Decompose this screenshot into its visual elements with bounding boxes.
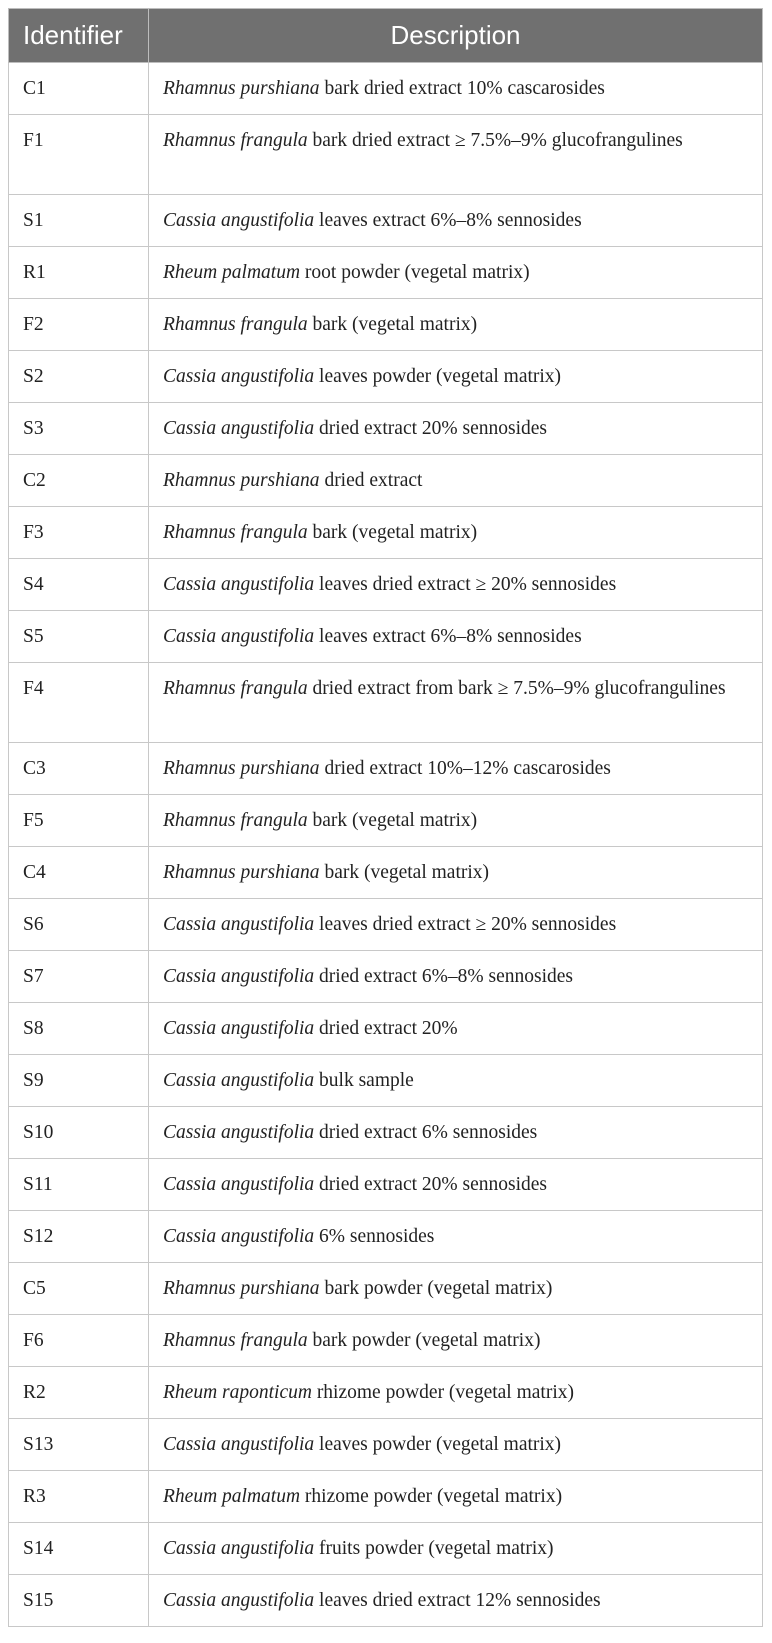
species-name: Rhamnus purshiana (163, 78, 320, 99)
description-text: bark powder (vegetal matrix) (307, 1330, 541, 1351)
cell-description (149, 951, 763, 1003)
cell-description (149, 403, 763, 455)
description-text: bark (vegetal matrix) (307, 314, 478, 335)
table-row (9, 1107, 763, 1159)
table-row (9, 1367, 763, 1419)
cell-identifier: C4 (9, 847, 149, 899)
table-row (9, 1003, 763, 1055)
cell-identifier: F6 (9, 1315, 149, 1367)
description-text: bark dried extract 10% cascarosides (319, 78, 605, 99)
table-row (9, 1315, 763, 1367)
cell-identifier: S1 (9, 195, 149, 247)
species-name: Rhamnus frangula (163, 314, 308, 335)
cell-description (149, 663, 763, 743)
cell-identifier: S8 (9, 1003, 149, 1055)
species-name: Rheum palmatum (163, 1486, 301, 1507)
description-text: leaves dried extract 12% sennosides (314, 1590, 601, 1611)
samples-table (8, 8, 763, 1627)
species-name: Rhamnus purshiana (163, 862, 320, 883)
description-text: leaves dried extract ≥ 20% sennosides (314, 914, 617, 935)
cell-description (149, 1419, 763, 1471)
description-text: rhizome powder (vegetal matrix) (311, 1382, 574, 1403)
description-text: dried extract 20% sennosides (314, 1174, 548, 1195)
cell-description (149, 1003, 763, 1055)
table-row (9, 951, 763, 1003)
species-name: Rhamnus frangula (163, 522, 308, 543)
description-text: dried extract 20% (314, 1018, 458, 1039)
cell-description (149, 1263, 763, 1315)
table-row (9, 1575, 763, 1627)
description-text: bark (vegetal matrix) (319, 862, 490, 883)
table-row (9, 351, 763, 403)
description-text: bark (vegetal matrix) (307, 522, 478, 543)
table-row (9, 611, 763, 663)
cell-identifier: S14 (9, 1523, 149, 1575)
table-row (9, 1055, 763, 1107)
cell-description (149, 1315, 763, 1367)
cell-description (149, 899, 763, 951)
species-name: Rhamnus frangula (163, 1330, 308, 1351)
table-row (9, 63, 763, 115)
cell-identifier: S4 (9, 559, 149, 611)
description-text: bulk sample (314, 1070, 414, 1091)
cell-identifier: C5 (9, 1263, 149, 1315)
species-name: Cassia angustifolia (163, 1590, 315, 1611)
cell-identifier: S10 (9, 1107, 149, 1159)
description-text: leaves powder (vegetal matrix) (314, 1434, 562, 1455)
table-row (9, 455, 763, 507)
species-name: Cassia angustifolia (163, 1174, 315, 1195)
table-header (9, 9, 763, 63)
table-body (9, 63, 763, 1627)
cell-description (149, 847, 763, 899)
species-name: Cassia angustifolia (163, 1122, 315, 1143)
table-row (9, 247, 763, 299)
cell-description (149, 1575, 763, 1627)
header-identifier: Identifier (9, 9, 149, 63)
header-description: Description (149, 9, 763, 63)
cell-description (149, 743, 763, 795)
cell-identifier: F1 (9, 115, 149, 195)
header-row (9, 9, 763, 63)
table-row (9, 1523, 763, 1575)
description-text: leaves extract 6%–8% sennosides (314, 210, 582, 231)
cell-description (149, 299, 763, 351)
cell-description (149, 247, 763, 299)
cell-identifier: S9 (9, 1055, 149, 1107)
description-text: dried extract 20% sennosides (314, 418, 548, 439)
cell-identifier: S2 (9, 351, 149, 403)
description-text: bark powder (vegetal matrix) (319, 1278, 553, 1299)
species-name: Cassia angustifolia (163, 574, 315, 595)
cell-description (149, 63, 763, 115)
species-name: Cassia angustifolia (163, 1226, 315, 1247)
description-text: rhizome powder (vegetal matrix) (300, 1486, 563, 1507)
species-name: Rhamnus purshiana (163, 470, 320, 491)
description-text: 6% sennosides (314, 1226, 435, 1247)
species-name: Rhamnus purshiana (163, 758, 320, 779)
species-name: Rheum raponticum (163, 1382, 312, 1403)
table-row (9, 195, 763, 247)
species-name: Rhamnus frangula (163, 130, 308, 151)
description-text: bark dried extract ≥ 7.5%–9% glucofrangulines (307, 130, 683, 151)
species-name: Rhamnus purshiana (163, 1278, 320, 1299)
description-text: dried extract from bark ≥ 7.5%–9% glucofrangulines (307, 678, 726, 699)
table-row (9, 1159, 763, 1211)
description-text: dried extract 10%–12% cascarosides (319, 758, 611, 779)
species-name: Cassia angustifolia (163, 626, 315, 647)
cell-identifier: R3 (9, 1471, 149, 1523)
species-name: Rheum palmatum (163, 262, 301, 283)
cell-description (149, 351, 763, 403)
description-text: leaves extract 6%–8% sennosides (314, 626, 582, 647)
species-name: Rhamnus frangula (163, 678, 308, 699)
table-row (9, 743, 763, 795)
cell-identifier: S6 (9, 899, 149, 951)
species-name: Cassia angustifolia (163, 914, 315, 935)
cell-description (149, 195, 763, 247)
description-text: dried extract 6% sennosides (314, 1122, 538, 1143)
table-row (9, 559, 763, 611)
species-name: Cassia angustifolia (163, 418, 315, 439)
cell-identifier: F2 (9, 299, 149, 351)
table-row (9, 507, 763, 559)
cell-identifier: C2 (9, 455, 149, 507)
species-name: Rhamnus frangula (163, 810, 308, 831)
description-text: dried extract 6%–8% sennosides (314, 966, 573, 987)
cell-identifier: C3 (9, 743, 149, 795)
cell-identifier: S7 (9, 951, 149, 1003)
table-row (9, 795, 763, 847)
cell-identifier: R2 (9, 1367, 149, 1419)
cell-identifier: S15 (9, 1575, 149, 1627)
description-text: fruits powder (vegetal matrix) (314, 1538, 554, 1559)
cell-identifier: S11 (9, 1159, 149, 1211)
cell-description (149, 507, 763, 559)
table-row (9, 1211, 763, 1263)
table-row (9, 1263, 763, 1315)
description-text: root powder (vegetal matrix) (300, 262, 530, 283)
cell-description (149, 1107, 763, 1159)
description-text: leaves powder (vegetal matrix) (314, 366, 562, 387)
cell-identifier: S3 (9, 403, 149, 455)
description-text: leaves dried extract ≥ 20% sennosides (314, 574, 617, 595)
species-name: Cassia angustifolia (163, 1070, 315, 1091)
cell-description (149, 455, 763, 507)
cell-description (149, 1211, 763, 1263)
cell-identifier: F5 (9, 795, 149, 847)
cell-description (149, 795, 763, 847)
cell-description (149, 611, 763, 663)
cell-description (149, 1471, 763, 1523)
cell-description (149, 1055, 763, 1107)
table-row (9, 1471, 763, 1523)
cell-description (149, 1367, 763, 1419)
species-name: Cassia angustifolia (163, 210, 315, 231)
cell-description (149, 115, 763, 195)
description-text: dried extract (319, 470, 423, 491)
cell-identifier: R1 (9, 247, 149, 299)
table-row (9, 663, 763, 743)
table-row (9, 403, 763, 455)
cell-description (149, 559, 763, 611)
species-name: Cassia angustifolia (163, 1538, 315, 1559)
description-text: bark (vegetal matrix) (307, 810, 478, 831)
table-row (9, 299, 763, 351)
species-name: Cassia angustifolia (163, 366, 315, 387)
cell-identifier: S5 (9, 611, 149, 663)
cell-description (149, 1523, 763, 1575)
species-name: Cassia angustifolia (163, 1018, 315, 1039)
table-row (9, 1419, 763, 1471)
cell-identifier: F4 (9, 663, 149, 743)
table-row (9, 899, 763, 951)
table-row (9, 847, 763, 899)
cell-description (149, 1159, 763, 1211)
table-row (9, 115, 763, 195)
cell-identifier: C1 (9, 63, 149, 115)
species-name: Cassia angustifolia (163, 966, 315, 987)
cell-identifier: S13 (9, 1419, 149, 1471)
samples-table-container (8, 8, 763, 1627)
cell-identifier: F3 (9, 507, 149, 559)
cell-identifier: S12 (9, 1211, 149, 1263)
species-name: Cassia angustifolia (163, 1434, 315, 1455)
